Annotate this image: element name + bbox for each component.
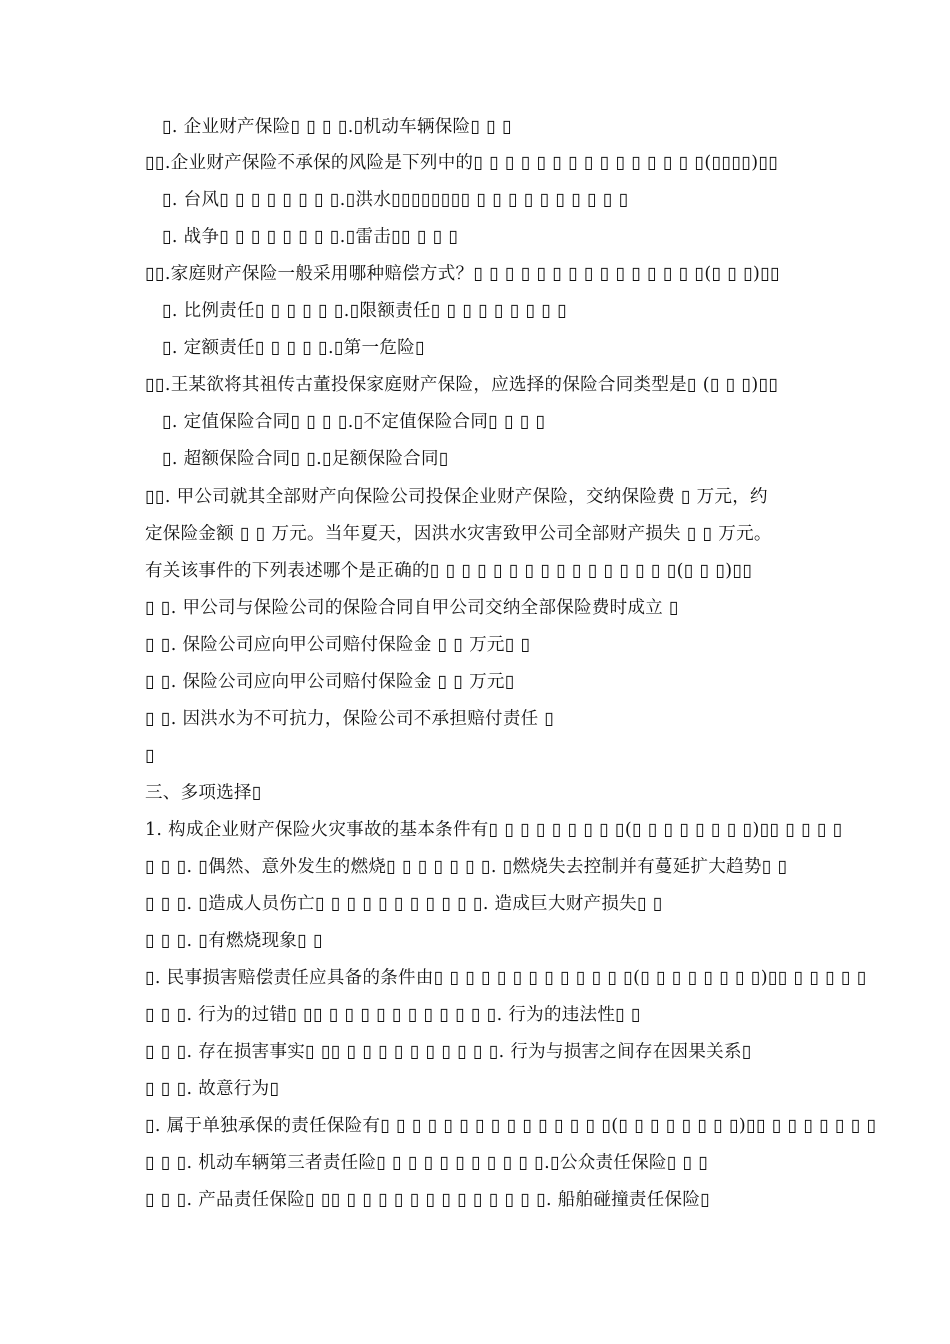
option-line: ▯ ▯. 甲公司与保险公司的保险合同自甲公司交纳全部保险费时成立 ▯: [145, 598, 679, 618]
option-line: ▯ ▯ ▯. 存在损害事实▯ ▯▯ ▯ ▯ ▯ ▯ ▯ ▯ ▯ ▯ ▯ ▯. 行为与损害之间存在因果关系▯: [145, 1042, 752, 1062]
question-line: 有关该事件的下列表述哪个是正确的▯ ▯ ▯ ▯ ▯ ▯ ▯ ▯ ▯ ▯ ▯ ▯ ▯ ▯ ▯ ▯(▯ ▯ ▯)▯▯: [145, 561, 753, 581]
option-line: ▯ ▯ ▯. ▯有燃烧现象▯ ▯: [145, 931, 323, 951]
option-line: ▯ ▯ ▯. ▯造成人员伤亡▯ ▯ ▯ ▯ ▯ ▯ ▯ ▯ ▯ ▯ ▯. 造成巨大财产损失▯ ▯: [145, 894, 663, 914]
option-line: ▯ ▯ ▯. 行为的过错▯ ▯▯ ▯ ▯ ▯ ▯ ▯ ▯ ▯ ▯ ▯ ▯ ▯. 行为的违法性▯ ▯: [145, 1005, 641, 1025]
option-line: ▯. 定值保险合同▯ ▯ ▯ ▯.▯不定值保险合同▯ ▯ ▯ ▯: [162, 412, 546, 432]
option-line: ▯ ▯ ▯. ▯偶然、意外发生的燃烧▯ ▯ ▯ ▯ ▯ ▯ ▯. ▯燃烧失去控制并有蔓延扩大趋势▯ ▯: [145, 857, 788, 877]
option-line: ▯ ▯. 保险公司应向甲公司赔付保险金 ▯ ▯ 万元▯ ▯: [145, 635, 531, 655]
question-line: ▯▯.王某欲将其祖传古董投保家庭财产保险，应选择的保险合同类型是▯ (▯ ▯ ▯)▯▯: [145, 375, 779, 395]
option-line: ▯. 台风▯ ▯ ▯ ▯ ▯ ▯ ▯ ▯.▯洪水▯▯▯▯▯▯▯▯ ▯ ▯ ▯ ▯ ▯ ▯ ▯ ▯ ▯ ▯: [162, 190, 629, 210]
option-line: ▯. 定额责任▯ ▯ ▯ ▯ ▯.▯第一危险▯: [162, 338, 425, 358]
option-line: ▯. 企业财产保险▯ ▯ ▯ ▯.▯机动车辆保险▯ ▯ ▯: [162, 117, 512, 137]
option-line: ▯ ▯. 保险公司应向甲公司赔付保险金 ▯ ▯ 万元▯: [145, 672, 515, 692]
question-line: ▯. 民事损害赔偿责任应具备的条件由▯ ▯ ▯ ▯ ▯ ▯ ▯ ▯ ▯ ▯ ▯ ▯ ▯(▯ ▯ ▯ ▯ ▯ ▯ ▯ ▯)▯▯ ▯ ▯ ▯ ▯ ▯: [145, 968, 867, 988]
option-line: ▯. 超额保险合同▯ ▯.▯足额保险合同▯: [162, 449, 449, 469]
option-line: ▯ ▯ ▯. 机动车辆第三者责任险▯ ▯ ▯ ▯ ▯ ▯ ▯ ▯ ▯ ▯ ▯.▯公众责任保险▯ ▯ ▯: [145, 1153, 709, 1173]
question-line: 1. 构成企业财产保险火灾事故的基本条件有▯ ▯ ▯ ▯ ▯ ▯ ▯ ▯ ▯(▯ ▯ ▯ ▯ ▯ ▯ ▯ ▯)▯▯ ▯ ▯ ▯ ▯: [145, 820, 843, 840]
blank-line: ▯: [145, 746, 155, 766]
question-line: ▯▯. 甲公司就其全部财产向保险公司投保企业财产保险，交纳保险费 ▯ 万元，约: [145, 487, 768, 507]
option-line: ▯ ▯ ▯. 故意行为▯: [145, 1079, 280, 1099]
question-line: ▯. 属于单独承保的责任保险有▯ ▯ ▯ ▯ ▯ ▯ ▯ ▯ ▯ ▯ ▯ ▯ ▯ ▯ ▯(▯ ▯ ▯ ▯ ▯ ▯ ▯ ▯)▯▯ ▯ ▯ ▯ ▯ ▯ ▯ ▯: [145, 1116, 877, 1136]
question-line: 定保险金额 ▯ ▯ 万元。当年夏天，因洪水灾害致甲公司全部财产损失 ▯ ▯ 万元。: [145, 524, 772, 544]
question-line: ▯▯.企业财产保险不承保的风险是下列中的▯ ▯ ▯ ▯ ▯ ▯ ▯ ▯ ▯ ▯ ▯ ▯ ▯ ▯ ▯(▯▯▯▯)▯▯: [145, 153, 779, 173]
section-heading: 三、多项选择▯: [145, 783, 262, 803]
option-line: ▯. 战争▯ ▯ ▯ ▯ ▯ ▯ ▯ ▯.▯雷击▯▯ ▯ ▯ ▯: [162, 227, 459, 247]
option-line: ▯. 比例责任▯ ▯ ▯ ▯ ▯ ▯.▯限额责任▯ ▯ ▯ ▯ ▯ ▯ ▯ ▯ ▯: [162, 301, 568, 321]
option-line: ▯ ▯ ▯. 产品责任保险▯ ▯▯ ▯ ▯ ▯ ▯ ▯ ▯ ▯ ▯ ▯ ▯ ▯ ▯ ▯. 船舶碰撞责任保险▯: [145, 1190, 711, 1210]
question-line: ▯▯.家庭财产保险一般采用哪种赔偿方式？▯ ▯ ▯ ▯ ▯ ▯ ▯ ▯ ▯ ▯ ▯ ▯ ▯ ▯ ▯(▯ ▯ ▯)▯▯: [145, 264, 780, 284]
option-line: ▯ ▯. 因洪水为不可抗力，保险公司不承担赔付责任 ▯: [145, 709, 555, 729]
